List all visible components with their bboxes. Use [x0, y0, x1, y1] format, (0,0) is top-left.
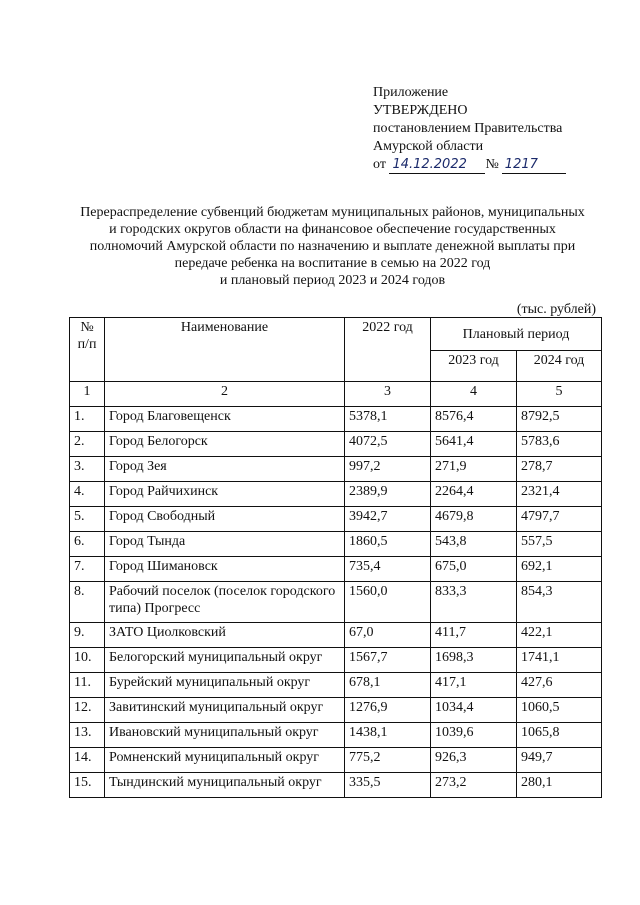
table-row [70, 698, 602, 723]
table-row [70, 673, 602, 698]
value-2024: 1065,8 [517, 723, 602, 748]
table-row [70, 623, 602, 648]
row-name: Рабочий поселок (поселок городского типа) Прогресс [105, 582, 345, 623]
value-2022: 1860,5 [345, 532, 431, 557]
row-number: 14. [70, 748, 105, 773]
row-number: 2. [70, 432, 105, 457]
table-row [70, 482, 602, 507]
row-name: Тындинский муниципальный округ [105, 773, 345, 798]
value-2024: 949,7 [517, 748, 602, 773]
row-number: 10. [70, 648, 105, 673]
value-2024: 280,1 [517, 773, 602, 798]
value-2024: 557,5 [517, 532, 602, 557]
title-line: и плановый период 2023 и 2024 годов [219, 273, 446, 288]
table-row [70, 432, 602, 457]
value-2024: 8792,5 [517, 407, 602, 432]
handwritten-date: 14.12.2022 [389, 157, 485, 174]
row-name: Город Благовещенск [105, 407, 345, 432]
value-2023: 1034,4 [431, 698, 517, 723]
value-2023: 833,3 [431, 582, 517, 623]
value-2024: 422,1 [517, 623, 602, 648]
handwritten-number: 1217 [502, 157, 566, 174]
value-2023: 1698,3 [431, 648, 517, 673]
value-2024: 1060,5 [517, 698, 602, 723]
table-row [70, 582, 602, 623]
row-name: Ромненский муниципальный округ [105, 748, 345, 773]
table-row [70, 773, 602, 798]
row-number: 3. [70, 457, 105, 482]
value-2024: 692,1 [517, 557, 602, 582]
row-name: Город Зея [105, 457, 345, 482]
value-2022: 3942,7 [345, 507, 431, 532]
value-2022: 735,4 [345, 557, 431, 582]
header-name: Наименование [105, 318, 345, 382]
column-number: 2 [105, 382, 345, 407]
header-2024: 2024 год [517, 351, 602, 382]
header-no: № п/п [70, 318, 105, 382]
title-line: полномочий Амурской области по назначению и выплате денежной выплаты при [89, 239, 576, 254]
table-row [70, 748, 602, 773]
value-2023: 271,9 [431, 457, 517, 482]
value-2023: 8576,4 [431, 407, 517, 432]
value-2024: 854,3 [517, 582, 602, 623]
approval-date-line [373, 156, 566, 174]
column-number: 3 [345, 382, 431, 407]
value-2023: 1039,6 [431, 723, 517, 748]
row-number: 13. [70, 723, 105, 748]
title-line: Перераспределение субвенций бюджетам муниципальных районов, муниципальных [80, 205, 585, 220]
row-number: 6. [70, 532, 105, 557]
value-2022: 997,2 [345, 457, 431, 482]
value-2022: 1567,7 [345, 648, 431, 673]
approval-block [373, 84, 566, 174]
value-2022: 5378,1 [345, 407, 431, 432]
row-name: Завитинский муниципальный округ [105, 698, 345, 723]
table-body [70, 407, 602, 798]
table-row [70, 457, 602, 482]
row-name: Город Райчихинск [105, 482, 345, 507]
row-number: 11. [70, 673, 105, 698]
value-2022: 1438,1 [345, 723, 431, 748]
value-2023: 417,1 [431, 673, 517, 698]
header-2023: 2023 год [431, 351, 517, 382]
row-number: 9. [70, 623, 105, 648]
approval-resolution: постановлением Правительства [373, 121, 563, 136]
value-2024: 4797,7 [517, 507, 602, 532]
table-row [70, 407, 602, 432]
row-name: Бурейский муниципальный округ [105, 673, 345, 698]
row-name: Город Свободный [105, 507, 345, 532]
subsidy-table [69, 317, 602, 798]
table-row [70, 507, 602, 532]
row-name: ЗАТО Циолковский [105, 623, 345, 648]
value-2023: 926,3 [431, 748, 517, 773]
approval-appendix: Приложение [373, 85, 449, 100]
header-planned-period: Плановый период [431, 318, 602, 351]
value-2023: 273,2 [431, 773, 517, 798]
value-2024: 5783,6 [517, 432, 602, 457]
row-number: 4. [70, 482, 105, 507]
value-2023: 411,7 [431, 623, 517, 648]
row-name: Город Шимановск [105, 557, 345, 582]
table-row [70, 723, 602, 748]
row-name: Город Белогорск [105, 432, 345, 457]
document-title [60, 204, 605, 289]
column-number: 1 [70, 382, 105, 407]
value-2024: 427,6 [517, 673, 602, 698]
value-2022: 4072,5 [345, 432, 431, 457]
table-row [70, 557, 602, 582]
row-name: Город Тында [105, 532, 345, 557]
approval-region: Амурской области [373, 139, 484, 154]
value-2023: 4679,8 [431, 507, 517, 532]
row-number: 15. [70, 773, 105, 798]
value-2022: 1276,9 [345, 698, 431, 723]
table-row [70, 532, 602, 557]
row-number: 7. [70, 557, 105, 582]
value-2023: 543,8 [431, 532, 517, 557]
date-prefix: от [373, 157, 386, 172]
title-line: и городских округов области на финансовое обеспечение государственных [109, 222, 556, 237]
row-name: Белогорский муниципальный округ [105, 648, 345, 673]
column-number: 4 [431, 382, 517, 407]
value-2022: 678,1 [345, 673, 431, 698]
row-number: 1. [70, 407, 105, 432]
table-row [70, 648, 602, 673]
value-2024: 278,7 [517, 457, 602, 482]
value-2022: 2389,9 [345, 482, 431, 507]
units-note: (тыс. рублей) [516, 302, 596, 317]
value-2023: 675,0 [431, 557, 517, 582]
row-number: 8. [70, 582, 105, 623]
value-2022: 775,2 [345, 748, 431, 773]
value-2023: 5641,4 [431, 432, 517, 457]
title-line: передаче ребенка на воспитание в семью на 2022 год [174, 256, 491, 271]
approval-approved: УТВЕРЖДЕНО [373, 103, 468, 118]
row-number: 12. [70, 698, 105, 723]
column-number: 5 [517, 382, 602, 407]
value-2022: 335,5 [345, 773, 431, 798]
value-2022: 1560,0 [345, 582, 431, 623]
row-name: Ивановский муниципальный округ [105, 723, 345, 748]
row-number: 5. [70, 507, 105, 532]
value-2022: 67,0 [345, 623, 431, 648]
value-2024: 2321,4 [517, 482, 602, 507]
value-2024: 1741,1 [517, 648, 602, 673]
value-2023: 2264,4 [431, 482, 517, 507]
header-2022: 2022 год [345, 318, 431, 382]
number-prefix: № [485, 157, 499, 172]
